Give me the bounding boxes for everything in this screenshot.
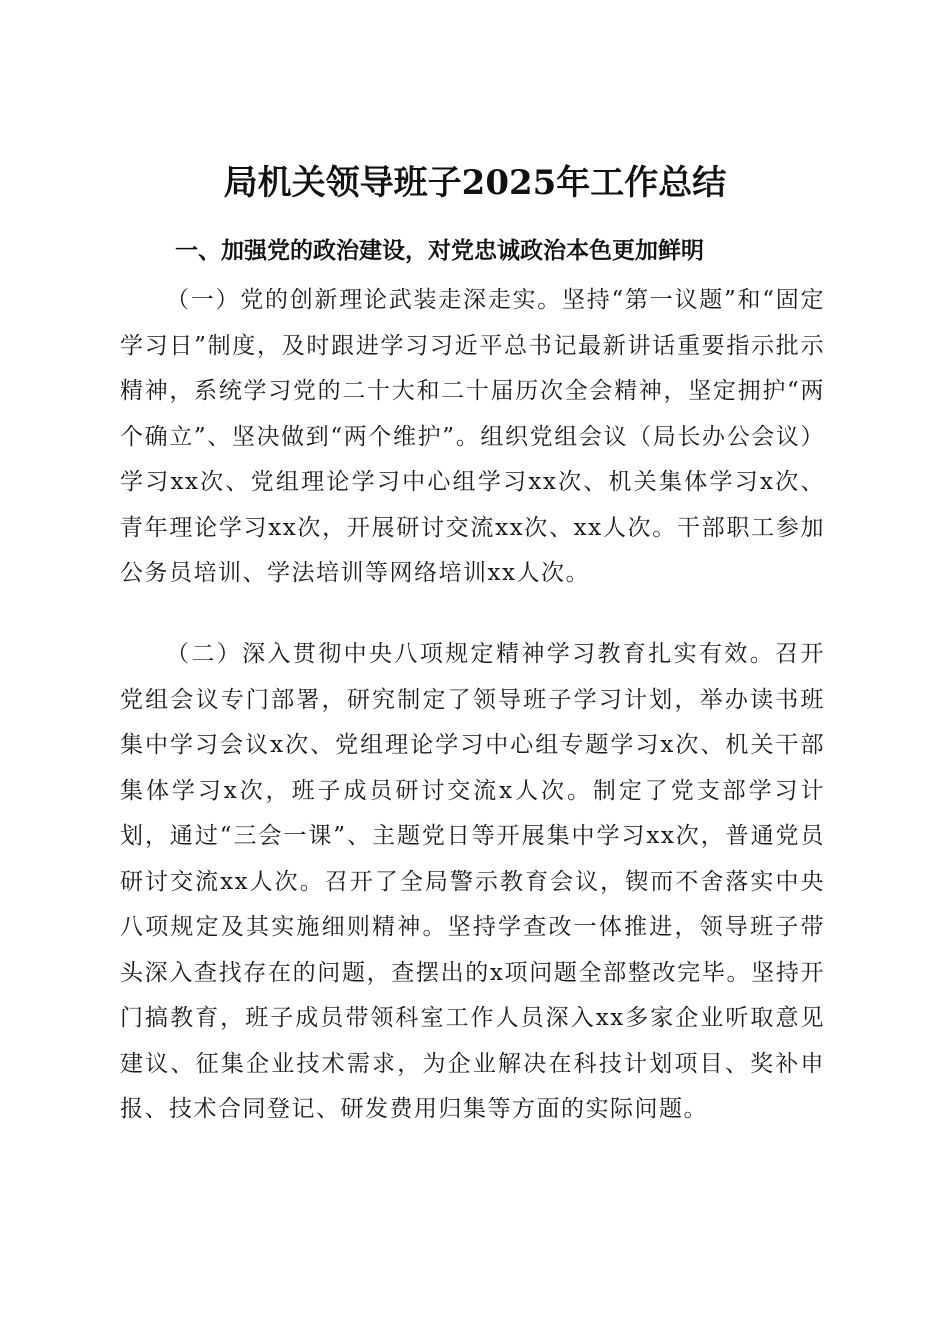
paragraph-lead: （二）深入贯彻中央八项规定精神学习教育扎实有效。 [166, 641, 776, 667]
paragraph-lead: （一）党的创新理论武装走深走实。 [166, 287, 562, 313]
paragraph-body: 召开党组会议专门部署，研究制定了领导班子学习计划，举办读书班集中学习会议x次、党组理论学习中心组专题学习x次、机关干部集体学习x次，班子成员研讨交流x人次。制定了党支部学习计划，通过“三会一课”、主题党日等开展集中学习xx次，普通党员研讨交流xx人次。召开了全局警示教育会议，锲而不舍落实中央八项规定及其实施细则精神。坚持学查改一体推进，领导班子带头深入查找存在的问题，查摆出的x项问题全部整改完毕。坚持开门搞教育，班子成员带领科室工作人员深入xx多家企业听取意见建议、征集企业技术需求，为企业解决在科技计划项目、奖补申报、技术合同登记、研发费用归集等方面的实际问题。 [120, 641, 826, 1122]
document-title: 局机关领导班子2025年工作总结 [223, 162, 727, 203]
paragraph [120, 278, 825, 597]
paragraph-body: 坚持“第一议题”和“固定学习日”制度，及时跟进学习习近平总书记最新讲话重要指示批示精神，系统学习党的二十大和二十届历次全会精神，坚定拥护“两个确立”、坚决做到“两个维护”。组织党组会议（局长办公会议）学习xx次、党组理论学习中心组学习xx次、机关集体学习x次、青年理论学习xx次，开展研讨交流xx次、xx人次。干部职工参加公务员培训、学法培训等网络培训xx人次。 [120, 287, 825, 586]
section-heading: 一、加强党的政治建设，对党忠诚政治本色更加鲜明 [175, 238, 704, 264]
paragraph [120, 632, 825, 1133]
